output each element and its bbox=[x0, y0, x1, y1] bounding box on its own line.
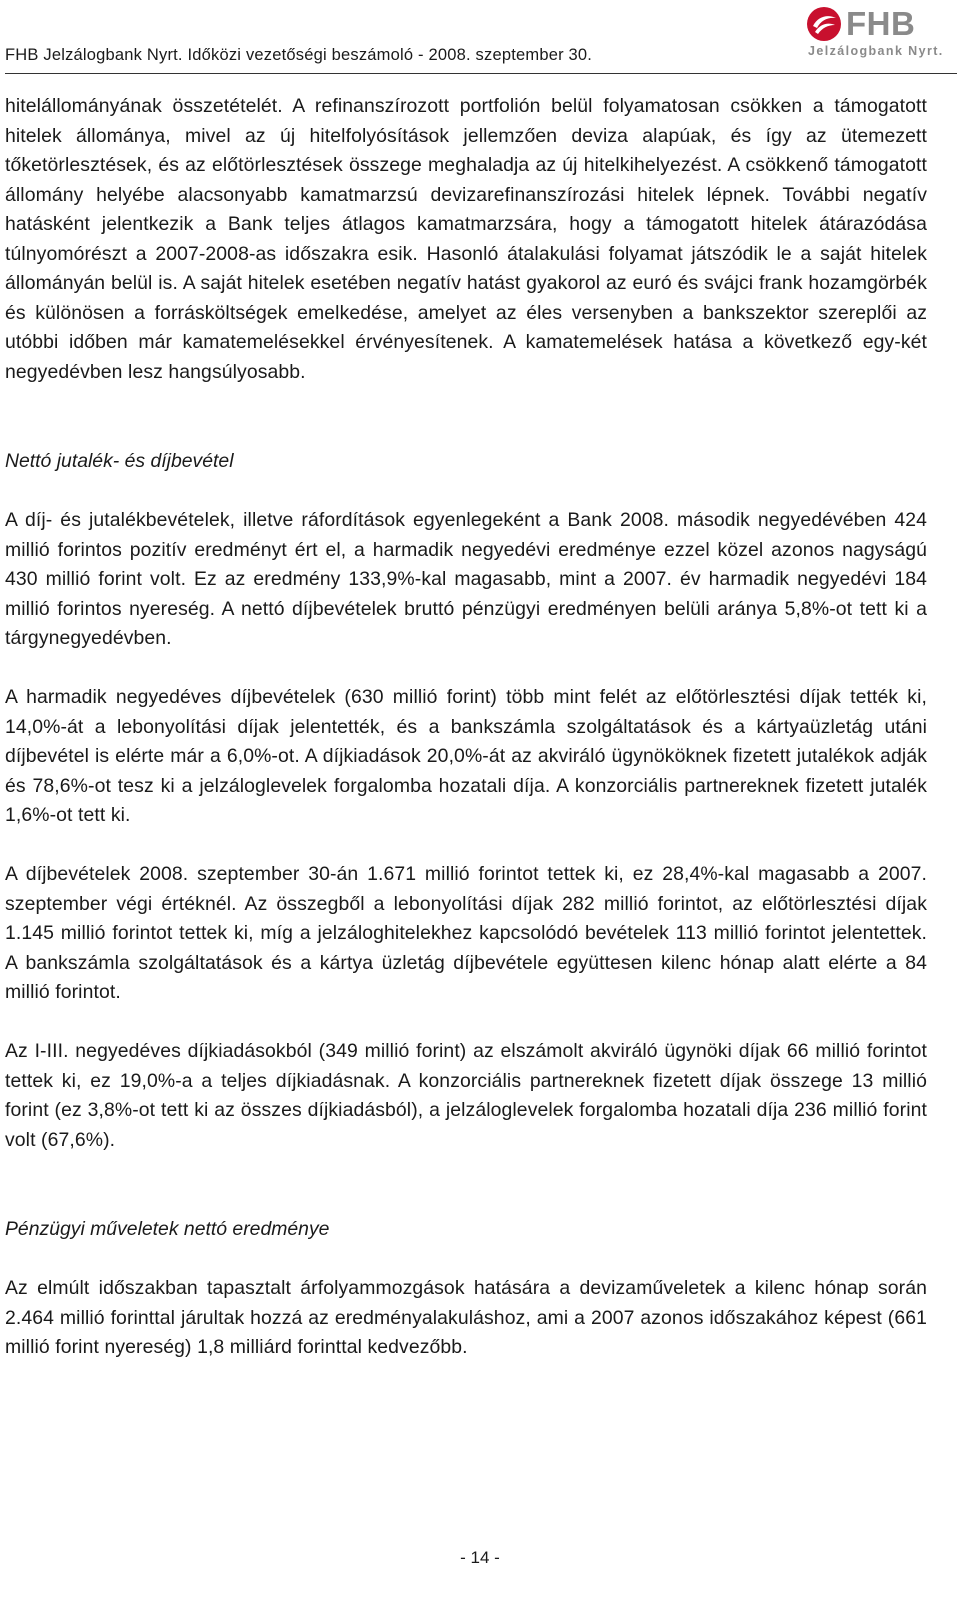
document-title: FHB Jelzálogbank Nyrt. Időközi vezetőségi beszámoló - 2008. szeptember 30. bbox=[5, 46, 593, 64]
heading-spacer bbox=[5, 1245, 927, 1275]
section-spacer bbox=[5, 1155, 927, 1215]
page-header bbox=[0, 0, 960, 80]
section-spacer bbox=[5, 387, 927, 447]
fhb-logo bbox=[806, 4, 956, 60]
page-number: - 14 - bbox=[460, 1548, 500, 1567]
logo-subtitle: Jelzálogbank Nyrt. bbox=[808, 44, 944, 58]
commission-paragraph-2: A harmadik negyedéves díjbevételek (630 millió forint) több mint felét az előtörlesztési díjak tették ki, 14,0%-át a lebonyolítási díjak jelentették, és a bankszámla szolgáltatások és a kártyaüzletág utáni díjbevétel is elérte már a 6,0%-ot. A díjkiadások 20,0%-át az akviráló ügynököknek fizetett jutalékok adják és 78,6%-ot tesz ki a jelzáloglevelek forgalomba hozatali díja. A konzorciális partnereknek fizetett jutalék 1,6%-ot tett ki. bbox=[5, 686, 927, 826]
section-heading-commission: Nettó jutalék- és díjbevétel bbox=[5, 450, 234, 472]
commission-paragraph-3: A díjbevételek 2008. szeptember 30-án 1.671 millió forintot tettek ki, ez 28,4%-kal magasabb a 2007. szeptember végi értéknél. Az összegből a lebonyolítási díjak 282 millió forintot, az előtörlesztési díjak 1.145 millió forintot tettek ki, míg a jelzáloghitelekhez kapcsolódó bevételek 113 millió forintot jelentettek. A bankszámla szolgáltatások és a kártya üzletág díjbevétele együttesen kilenc hónap alatt elérte a 84 millió forintot. bbox=[5, 863, 927, 1003]
section-heading-financial-ops: Pénzügyi műveletek nettó eredménye bbox=[5, 1218, 330, 1240]
heading-spacer bbox=[5, 477, 927, 507]
financial-ops-paragraph-1: Az elmúlt időszakban tapasztalt árfolyammozgások hatására a devizaműveletek a kilenc hónap során 2.464 millió forinttal járultak hozzá az eredményalakuláshoz, ami a 2007 azonos időszakához képest (661 millió forint nyereség) 1,8 milliárd forinttal kedvezőbb. bbox=[5, 1277, 927, 1358]
intro-paragraph: hitelállományának összetételét. A refinanszírozott portfolión belül folyamatosan csökken a támogatott hitelek állománya, mivel az új hitelfolyósítások jellemzően deviza alapúak, és így az ütemezett tőketörlesztések, és az előtörlesztések összege meghaladja az új hitelkihelyezést. A csökkenő támogatott állomány helyébe alacsonyabb kamatmarzsú devizarefinanszírozási hitelek lépnek. További negatív hatásként jelentkezik a Bank teljes átlagos kamatmarzsára, hogy a támogatott hitelek átárazódása túlnyomórészt a 2007-2008-as időszakra esik. Hasonló átalakulási folyamat játszódik le a saját hitelek állományán belül is. A saját hitelek esetében negatív hatást gyakorol az euró és svájci frank hozamgörbék és különösen a forrásköltségek emelkedése, amelyet az éles versenyben a bankszektor szereplői az utóbbi időben már kamatemelésekkel érvényesítenek. A kamatemelések hatása a következő egy-két negyedévben lesz hangsúlyosabb. bbox=[5, 95, 927, 383]
document-body bbox=[5, 92, 927, 1363]
commission-paragraph-1: A díj- és jutalékbevételek, illetve ráfordítások egyenlegeként a Bank 2008. második negyedévében 424 millió forintos pozitív eredményt ért el, a harmadik negyedévi eredménye ezzel közel azonos nagyságú 430 millió forint volt. Ez az eredmény 133,9%-kal magasabb, mint a 2007. év harmadik negyedévi 184 millió forintos nyereség. A nettó díjbevételek bruttó pénzügyi eredményen belüli aránya 5,8%-ot tett ki a tárgynegyedévben. bbox=[5, 509, 927, 649]
logo-wordmark: FHB bbox=[846, 5, 916, 42]
commission-paragraph-4: Az I-III. negyedéves díjkiadásokból (349 millió forint) az elszámolt akviráló ügynöki díjak 66 millió forintot tettek ki, ez 19,0%-a a teljes díjkiadásnak. A konzorciális partnereknek fizetett díjak összege 13 millió forint (ez 3,8%-ot tett ki az összes díjkiadásból), a jelzáloglevelek forgalomba hozatali díja 236 millió forint volt (67,6%). bbox=[5, 1040, 927, 1151]
header-divider bbox=[5, 73, 957, 74]
fhb-flame-logo-icon bbox=[806, 6, 842, 42]
